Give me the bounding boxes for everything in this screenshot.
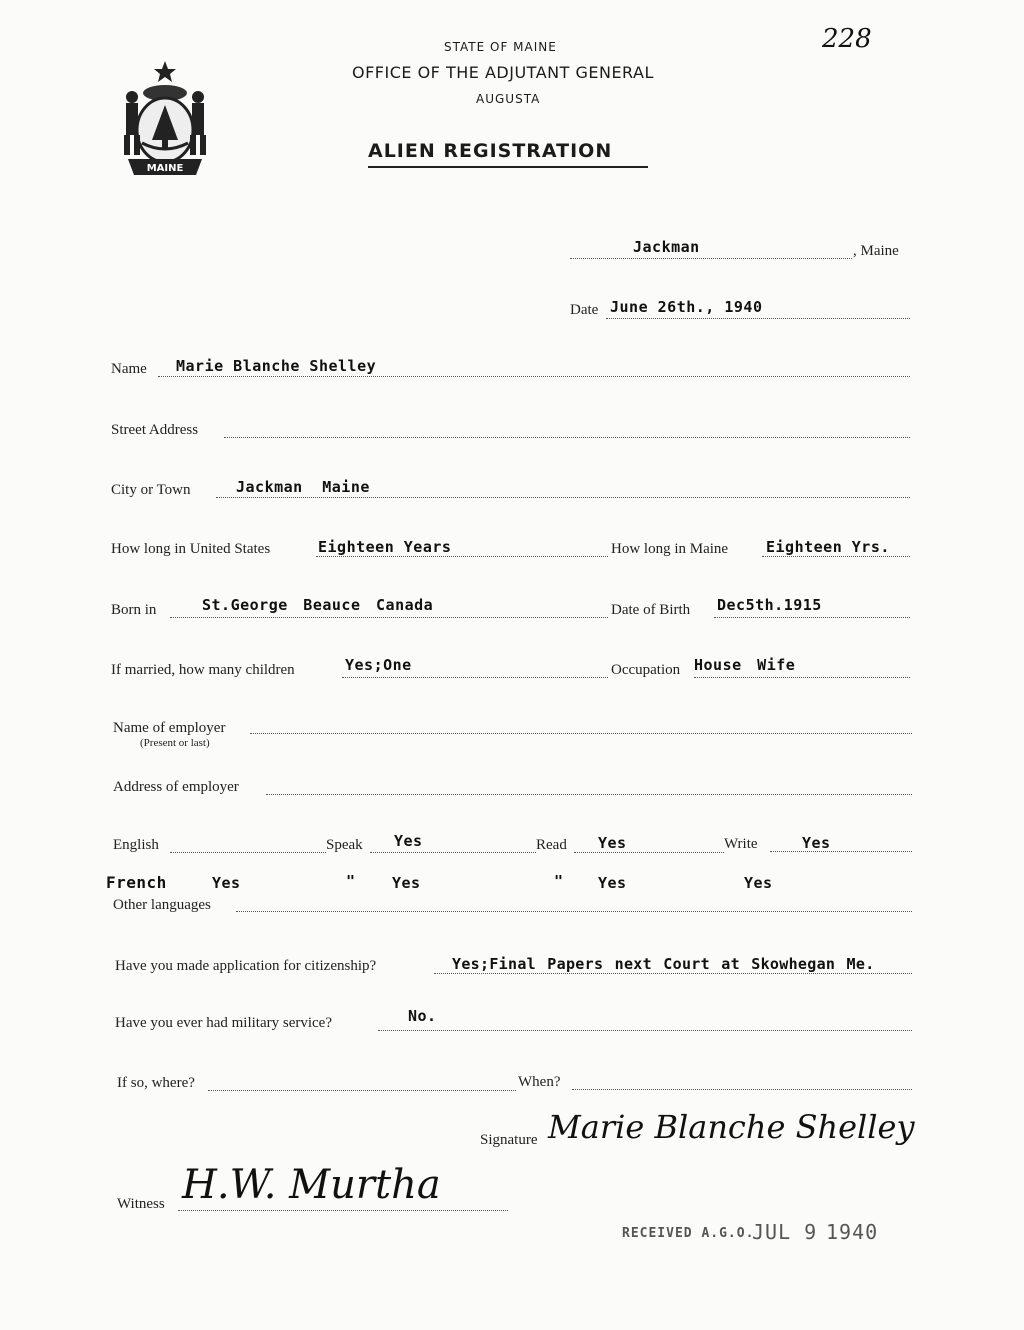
how-long-maine-value: Eighteen Yrs. <box>766 538 890 556</box>
how-long-maine-line <box>762 556 910 557</box>
english-read-value: Yes <box>598 834 627 852</box>
employer-address-line <box>266 794 912 795</box>
other-write-value: Yes <box>598 874 627 892</box>
english-line <box>170 852 326 853</box>
employer-label: Name of employer <box>113 720 226 736</box>
form-title: ALIEN REGISTRATION <box>368 140 613 162</box>
when-line <box>572 1089 912 1090</box>
ditto-mark-1: " <box>346 872 356 890</box>
seal-banner-text: MAINE <box>146 163 184 174</box>
how-long-us-line <box>316 556 608 557</box>
city-value: Jackman Maine <box>236 478 370 496</box>
born-in-line <box>170 617 608 618</box>
state-seal-icon <box>110 55 220 180</box>
speak-line <box>370 852 536 853</box>
place-line <box>570 258 852 259</box>
other-speak-value: Yes <box>212 874 241 892</box>
street-label: Street Address <box>111 422 199 438</box>
received-stamp-year: 1940 <box>826 1220 879 1244</box>
signature-label: Signature <box>480 1132 538 1148</box>
how-long-us-value: Eighteen Years <box>318 538 452 556</box>
form-title-underline <box>368 166 648 168</box>
read-label: Read <box>536 837 567 853</box>
date-line <box>606 318 910 319</box>
place-suffix: , Maine <box>853 243 899 259</box>
date-of-birth-line <box>714 617 910 618</box>
read-line <box>574 852 724 853</box>
children-label: If married, how many children <box>111 662 295 678</box>
header-city: AUGUSTA <box>476 92 541 106</box>
write-label: Write <box>724 836 758 852</box>
where-line <box>208 1090 516 1091</box>
page-number-annotation: 228 <box>822 24 872 54</box>
city-label: City or Town <box>111 482 191 498</box>
children-line <box>342 677 608 678</box>
place-value: Jackman <box>633 238 700 256</box>
speak-label: Speak <box>326 837 363 853</box>
employer-address-label: Address of employer <box>113 779 239 795</box>
children-value: Yes;One <box>345 656 412 674</box>
name-line <box>158 376 910 377</box>
ditto-mark-2: " <box>554 872 564 890</box>
received-stamp-label: RECEIVED A.G.O. <box>622 1226 755 1241</box>
name-label: Name <box>111 361 147 377</box>
witness-value: H.W. Murtha <box>182 1162 441 1208</box>
english-write-value: Yes <box>802 834 831 852</box>
signature-value: Marie Blanche Shelley <box>548 1108 915 1146</box>
name-value: Marie Blanche Shelley <box>176 357 377 375</box>
street-line <box>224 437 910 438</box>
occupation-label: Occupation <box>611 662 681 678</box>
english-label: English <box>113 837 159 853</box>
employer-line <box>250 733 912 734</box>
date-value: June 26th., 1940 <box>610 298 763 316</box>
received-stamp-date: JUL 9 <box>752 1220 818 1244</box>
citizenship-line <box>434 973 912 974</box>
other-languages-line <box>236 911 912 912</box>
other-read-value: Yes <box>392 874 421 892</box>
header-office: OFFICE OF THE ADJUTANT GENERAL <box>352 63 654 82</box>
witness-line <box>178 1210 508 1211</box>
occupation-line <box>694 677 910 678</box>
header-state: STATE OF MAINE <box>444 40 557 54</box>
other-languages-label: Other languages <box>113 897 211 913</box>
military-line <box>378 1030 912 1031</box>
city-line <box>216 497 910 498</box>
citizenship-value: Yes;Final Papers next Court at Skowhegan Me. <box>452 955 875 973</box>
write-line <box>770 851 912 852</box>
employer-sublabel: (Present or last) <box>140 737 210 749</box>
other-extra-value: Yes <box>744 874 773 892</box>
how-long-maine-label: How long in Maine <box>611 541 729 557</box>
occupation-value: House Wife <box>694 656 796 674</box>
military-value: No. <box>408 1007 437 1025</box>
date-of-birth-value: Dec5th.1915 <box>717 596 822 614</box>
other-language-value: French <box>106 873 167 892</box>
born-in-value: St.George Beauce Canada <box>202 596 434 614</box>
witness-label: Witness <box>117 1196 165 1212</box>
where-label: If so, where? <box>117 1075 195 1091</box>
date-label: Date <box>570 302 599 318</box>
how-long-us-label: How long in United States <box>111 541 271 557</box>
english-speak-value: Yes <box>394 832 423 850</box>
citizenship-label: Have you made application for citizenship? <box>115 958 377 974</box>
born-in-label: Born in <box>111 602 157 618</box>
date-of-birth-label: Date of Birth <box>611 602 691 618</box>
when-label: When? <box>518 1074 561 1090</box>
military-label: Have you ever had military service? <box>115 1015 332 1031</box>
